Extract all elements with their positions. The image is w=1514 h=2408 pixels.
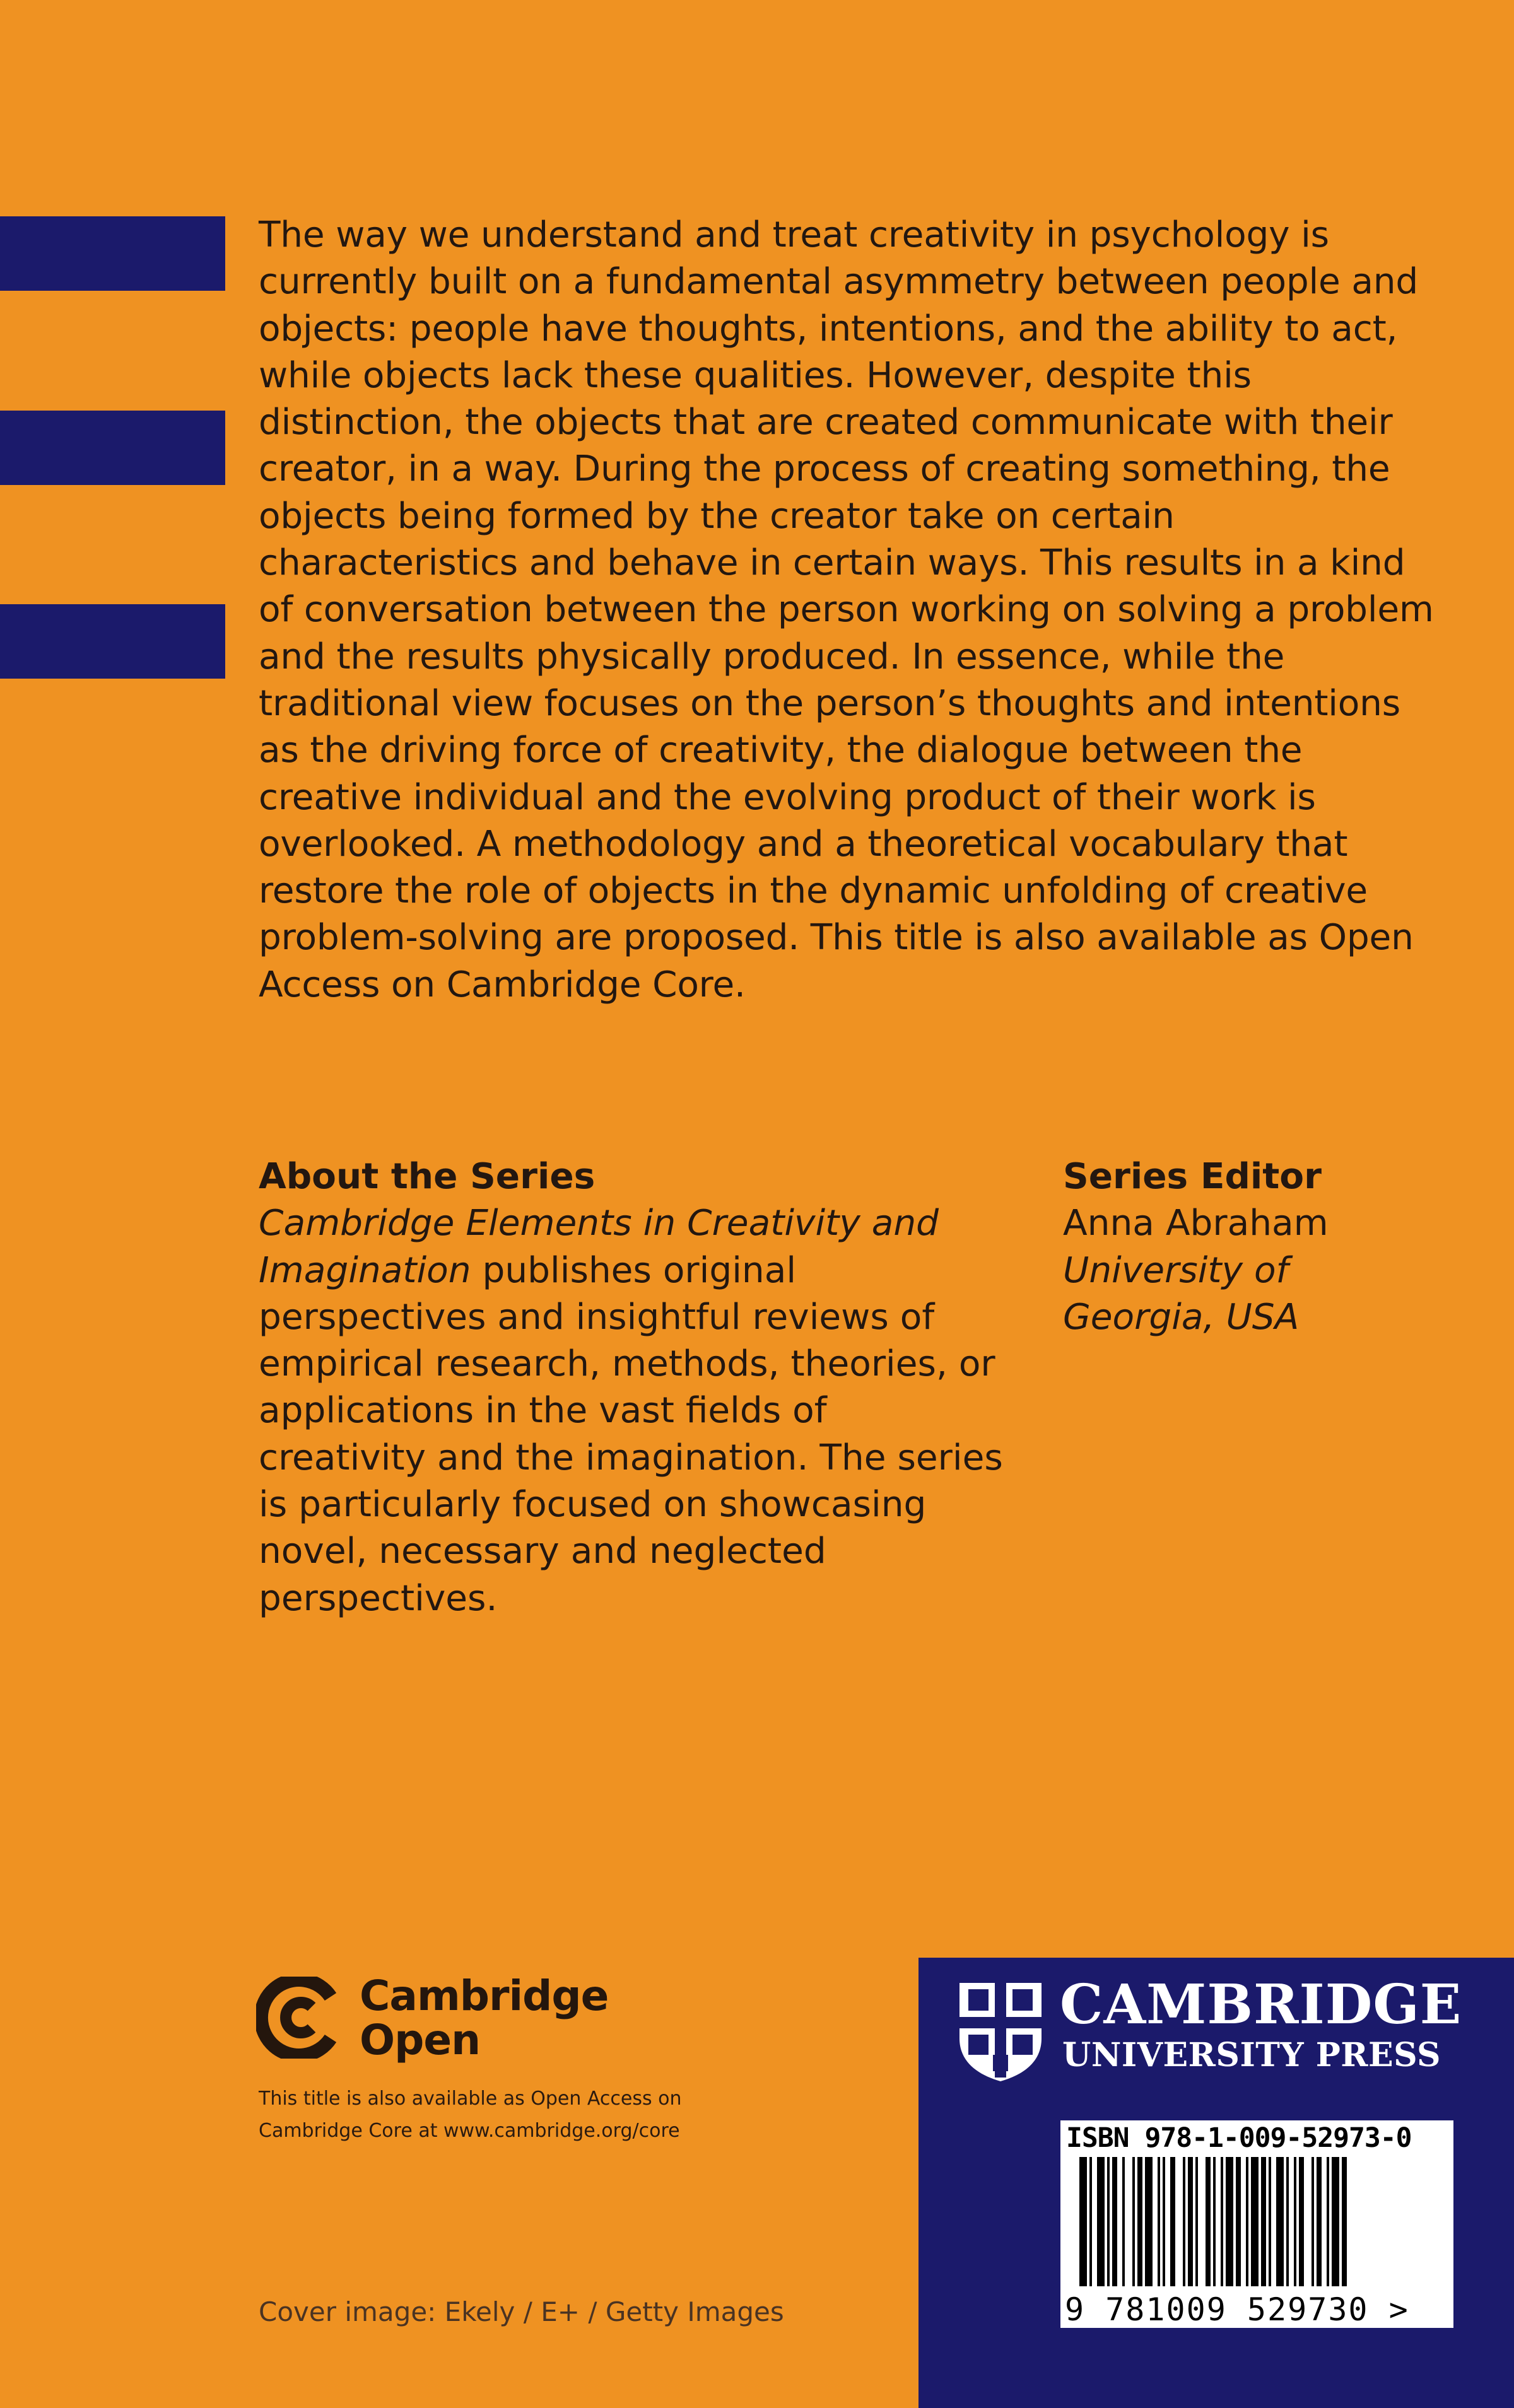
barcode-bar <box>1079 2157 1087 2286</box>
barcode-bar <box>1163 2157 1165 2286</box>
barcode-bar <box>1183 2157 1185 2286</box>
about-series-heading: About the Series <box>259 1156 596 1197</box>
editor-affiliation: University of Georgia, USA <box>1063 1249 1300 1338</box>
barcode-bar <box>1107 2157 1110 2286</box>
barcode-bar <box>1089 2157 1092 2286</box>
barcode-bar <box>1158 2157 1160 2286</box>
barcode-bar <box>1299 2157 1304 2286</box>
isbn-label: ISBN 978-1-009-52973-0 <box>1066 2122 1412 2154</box>
barcode-bar <box>1206 2157 1211 2286</box>
barcode-bar <box>1221 2157 1223 2286</box>
barcode-bar <box>1327 2157 1329 2286</box>
barcode-bar <box>1312 2157 1314 2286</box>
book-blurb: The way we understand and treat creativity in psychology is currently built on a fundamental asymmetry between people and objects: people have thoughts, intentions, and the ability to act, while objects lack these qualities. However, despite this distinction, the objects that are created communicate with their creator, in a way. During the process of creating something, the objects being formed by the creator take on certain characteristics and behave in certain ways. This results in a kind of conversation between the person working on solving a problem and the results physically produced. In essence, while the traditional view focuses on the person’s thoughts and intentions as the driving force of creativity, the dialogue between the creative individual and the evolving product of their work is overlooked. A methodology and a theoretical vocabulary that restore the role of objects in the dynamic unfolding of creative problem-solving are proposed. This title is also available as Open Access on Cambridge Core. <box>259 214 1434 1005</box>
barcode-bar <box>1276 2157 1284 2286</box>
barcode-bar <box>1122 2157 1125 2286</box>
barcode-bar <box>1332 2157 1339 2286</box>
barcode-bar <box>1132 2157 1135 2286</box>
barcode-bar <box>1251 2157 1259 2286</box>
barcode-bar <box>1317 2157 1322 2286</box>
series-title: Cambridge Elements in Creativity and Imagination <box>259 1203 939 1291</box>
barcode-bar <box>1226 2157 1233 2286</box>
barcode-bar <box>1294 2157 1296 2286</box>
barcode-bar <box>1097 2157 1105 2286</box>
barcode-bar <box>1145 2157 1153 2286</box>
decorative-bar-3 <box>0 604 225 679</box>
series-editor-heading: Series Editor <box>1063 1156 1322 1197</box>
about-series <box>259 1154 1003 1622</box>
about-series-text: publishes original perspectives and insightful reviews of empirical research, methods, theories, or applications in the vast fields of creativity and the imagination. The series is particularly focused on showcasing novel, necessary and neglected perspectives. <box>259 1249 1003 1619</box>
barcode-icon <box>1068 2157 1447 2295</box>
publisher-subname: UNIVERSITY PRESS <box>1062 2036 1441 2074</box>
cover-image-credit: Cover image: Ekely / E+ / Getty Images <box>259 2296 784 2327</box>
publisher-name: CAMBRIDGE <box>1060 1973 1462 2037</box>
cambridge-open-logo-icon <box>256 1977 338 2059</box>
university-shield-icon <box>957 1980 1044 2086</box>
open-access-note: This title is also available as Open Access on Cambridge Core at www.cambridge.org/core <box>259 2088 682 2142</box>
barcode-bar <box>1236 2157 1241 2286</box>
decorative-bar-1 <box>0 216 225 291</box>
cambridge-open-wordmark <box>360 1974 608 2062</box>
decorative-bar-2 <box>0 411 225 485</box>
barcode-bar <box>1170 2157 1175 2286</box>
barcode-bar <box>1112 2157 1117 2286</box>
barcode-bar <box>1269 2157 1271 2286</box>
barcode-bar <box>1286 2157 1289 2286</box>
barcode-bar <box>1213 2157 1216 2286</box>
editor-name: Anna Abraham <box>1063 1203 1329 1244</box>
barcode-bar <box>1137 2157 1142 2286</box>
barcode-bar <box>1188 2157 1193 2286</box>
series-editor <box>1063 1154 1416 1341</box>
open-logo-text-2: Open <box>360 2016 481 2064</box>
barcode-bar <box>1246 2157 1248 2286</box>
open-logo-text-1: Cambridge <box>360 1972 609 2020</box>
barcode-bar <box>1195 2157 1198 2286</box>
barcode-digits: 9 781009 529730 > <box>1065 2291 1409 2328</box>
barcode-bar <box>1261 2157 1266 2286</box>
barcode-bar <box>1342 2157 1347 2286</box>
